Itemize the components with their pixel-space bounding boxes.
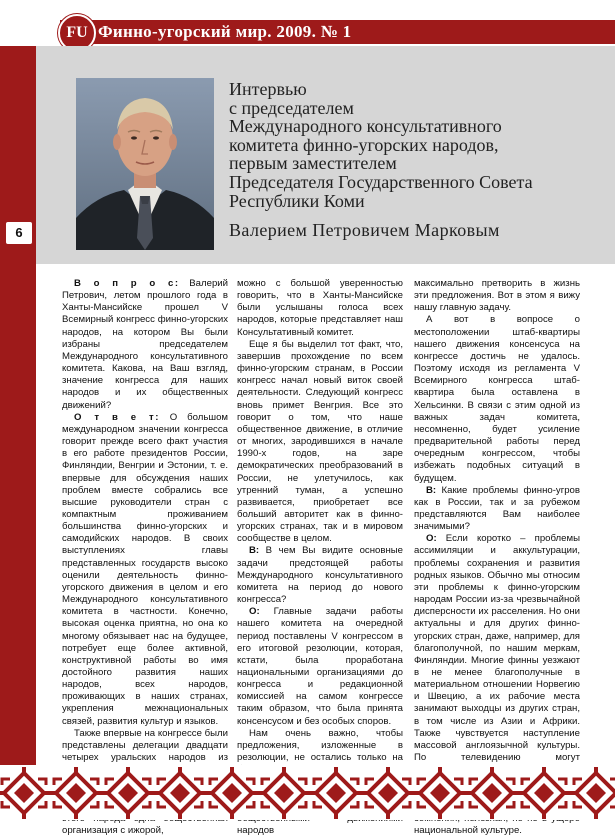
- title-line: Республики Коми: [229, 190, 365, 211]
- portrait-photo: [76, 78, 214, 250]
- speaker-label: О:: [426, 533, 437, 545]
- speaker-label: В о п р о с:: [74, 278, 180, 289]
- page-number: 6: [6, 222, 32, 244]
- paragraph-text: Еще я бы выделил тот факт, что, завершив прохождение по всем финно-угорским странам, в России конгресс начал новый виток своей деятельности. Следующий конгресс вновь примет Венгрия. Все это говорит о том, что наше общественное движение, в отличие от многих, зародившихся в начале 1990-х годов, на заре демократических преобразований в России, не улетучилось, как утренний туман, а успешно развивается, приобретает все больший авторитет как в финно-угорских странах, так и в мировом сообществе в целом.: [237, 338, 403, 545]
- article-paragraph: [414, 278, 580, 314]
- article-paragraph: [237, 606, 403, 728]
- title-line: комитета финно-угорских народов,: [229, 134, 499, 155]
- paragraph-text: Также впервые на конгрессе были представлены делегации двадцати четырех уральских народов из организация с ижорой,: [62, 727, 228, 837]
- paragraph-text: Нам очень важно, чтобы предложения, изложенные в резолюции, не остались только на народов: [237, 727, 403, 837]
- paragraph-text: Какие проблемы финно-угров как в России, так и за рубежом представляются Вам наиболее значимыми?: [414, 484, 580, 533]
- text-column-2: [237, 278, 403, 837]
- paragraph-text: максимально претворить в жизнь эти предложения. Вот в этом я вижу нашу главную задачу.: [414, 278, 580, 314]
- paragraph-text: В чем Вы видите основные задачи предстоящей работы Международного консультативного комитета на период до нового конгресса?: [237, 545, 403, 606]
- paragraph-text: Валерий Петрович, летом прошлого года в Ханты-Мансийске прошел V Всемирный конгресс финно-угорских народов, на котором Вы были избраны председателем Международного консультативного комитета. Какова, на Ваш взгляд, значение конгресса для наших народов и их общественных движений?: [62, 278, 228, 411]
- interview-title: [229, 80, 599, 210]
- title-line: Интервью: [229, 79, 307, 99]
- text-column-1: [62, 278, 228, 837]
- article-paragraph: [414, 485, 580, 534]
- speaker-label: О:: [249, 606, 260, 618]
- paragraph-text: О большом международном значении конгресса говорит прежде всего факт участия в его работе президентов России, Финляндии, Венгрии и Эстонии, т. е. впервые для обсуждения наших проблем вместе собрались все высшие руководители стран с компактным проживанием большинства финно-угорских и самодийских народов. В своих выступлениях главы представленных государств высоко оценили деятельность финно-угорского движения в целом и его Международного консультативного комитета в частности. Конечно, высокая оценка приятна, но она ко многому обязывает нас на будущее, потребует еще более активной, конструктивной работы во имя достойного развития наших народов, всех народов, проживающих в наших странах, укрепления межнациональных связей, развития культур и языков.: [62, 411, 228, 727]
- folk-ornament-border: [0, 765, 615, 820]
- speaker-label: О т в е т:: [74, 411, 160, 423]
- interviewee-name: Валерием Петровичем Марковым: [229, 220, 500, 240]
- paragraph-text: Главные задачи работы нашего комитета на очередной период поставлены V конгрессом в его итоговой резолюции, которая, кстати, была проработана национальными организациями до конгресса и редакционной комиссией на самом конгрессе таким образом, что была принята консенсусом и без особых споров.: [237, 606, 403, 727]
- title-line: Международного консультативного: [229, 116, 502, 137]
- title-line: первым заместителем: [229, 153, 397, 174]
- title-line: с председателем: [229, 97, 354, 118]
- side-margin-strip: [0, 46, 36, 820]
- speaker-label: В:: [249, 545, 260, 557]
- logo-text: FU: [66, 24, 88, 41]
- title-line: Председателя Государственного Совета: [229, 171, 533, 192]
- paragraph-text: Если коротко – проблемы ассимиляции и аккультурации, проблемы сохранения и развития родных языков. Обычно мы относим эти проблемы к финно-угорским народам России из-за чрезвычайной дисперсности их расселения. Но они актуальны и для других финно-угорских стран, даже, например, для благополучной, по нашим меркам, Финляндии. Многие финны уезжают в не менее благополучные в материальном отношении Норвегию и Швецию, а их рабочие места занимают выходцы из других стран, в том числе из Азии и Африки. Также чувствуется наступление массовой англоязычной культуры. По телевидению могут национальной культуре.: [414, 533, 580, 837]
- text-column-3: [414, 278, 580, 837]
- speaker-label: В:: [426, 484, 437, 496]
- article-paragraph: [237, 278, 403, 339]
- article-paragraph: [414, 314, 580, 484]
- article-paragraph: [237, 339, 403, 546]
- portrait-image: [76, 78, 214, 250]
- article-paragraph: [237, 545, 403, 606]
- paragraph-text: можно с большой уверенностью говорить, что в Ханты-Мансийске были услышаны голоса всех народов, которые представляет наш Консультативный комитет.: [237, 278, 403, 338]
- journal-title: Финно-угорский мир. 2009. № 1: [98, 22, 352, 41]
- article-paragraph: [62, 278, 228, 412]
- article-paragraph: [62, 412, 228, 728]
- paragraph-text: А вот в вопросе о местоположении штаб-квартиры нашего движения консенсуса на конгрессе достичь не удалось. Поэтому исходя из регламента V Всемирного конгресса штаб-квартира была оставлена в Хельсинки. В связи с этим одной из важных задач комитета, несомненно, будет усиление предварительной работы перед очередным конгрессом, чтобы избежать подобных ситуаций в будущем.: [414, 314, 580, 484]
